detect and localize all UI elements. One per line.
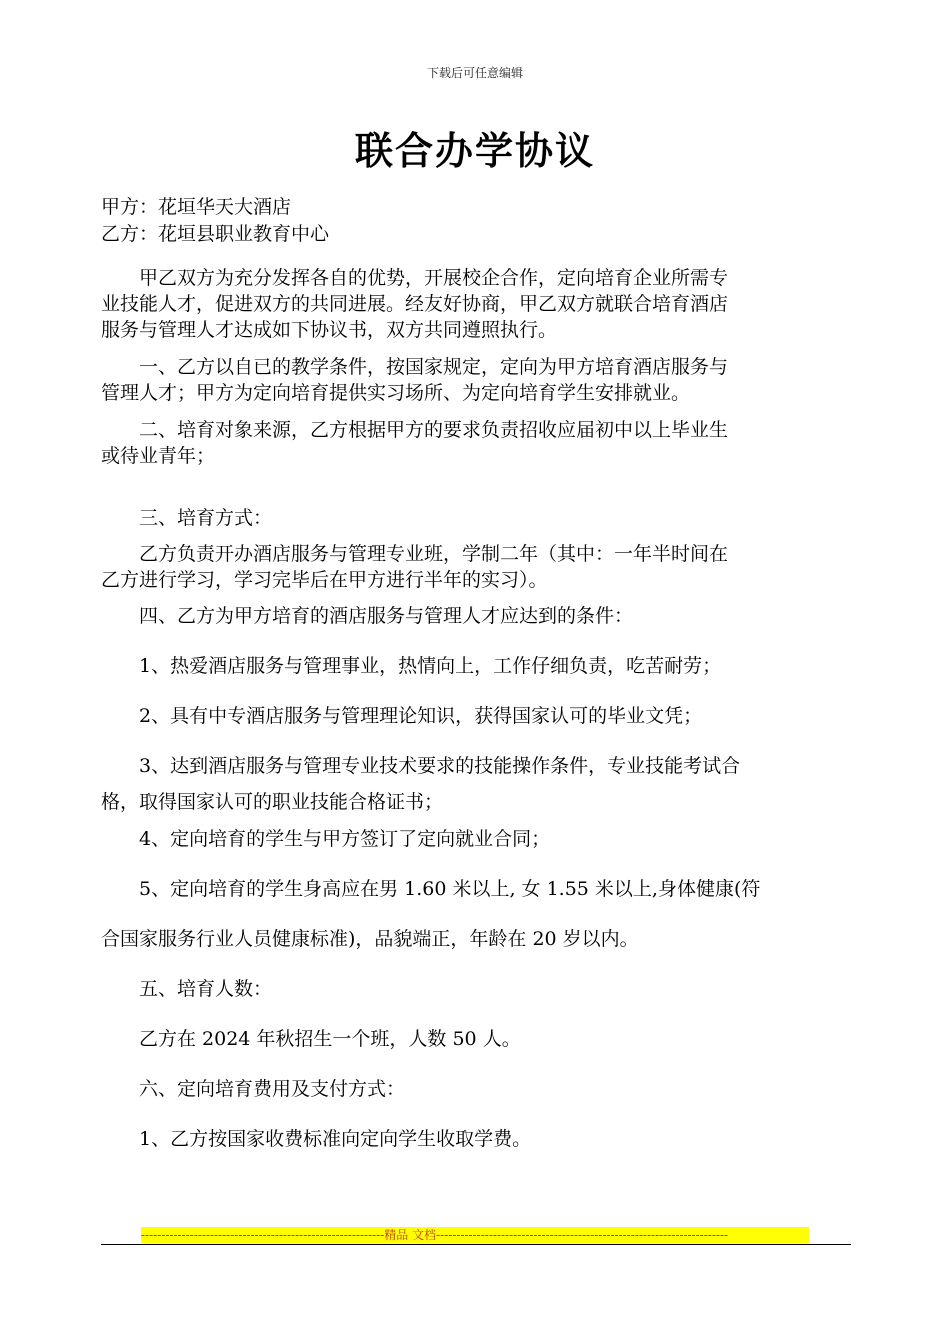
- list-item: 5、定向培育的学生身高应在男 1.60 米以上, 女 1.55 米以上,身体健康(符: [101, 878, 761, 900]
- section-heading: 三、培育方式：: [101, 507, 273, 529]
- section-heading: 四、乙方为甲方培育的酒店服务与管理人才应达到的条件：: [101, 605, 634, 627]
- footer-divider: [101, 1244, 851, 1245]
- paragraph-line: 乙方在 2024 年秋招生一个班，人数 50 人。: [101, 1028, 521, 1050]
- party-a-line: 甲方：花垣华天大酒店: [101, 196, 292, 218]
- list-item: 合国家服务行业人员健康标准)，品貌端正，年龄在 20 岁以内。: [101, 928, 639, 950]
- paragraph-line: 乙方进行学习，学习完毕后在甲方进行半年的实习）。: [101, 569, 548, 591]
- page-title: 联合办学协议: [354, 129, 595, 173]
- footer-dashes-left: ------------------------------------------------------------: [141, 1228, 385, 1242]
- paragraph-line: 服务与管理人才达成如下协议书，双方共同遵照执行。: [101, 319, 558, 341]
- party-b-line: 乙方：花垣县职业教育中心: [101, 223, 330, 245]
- footer-dashes-right: ------------------------------------------------------------------------: [436, 1228, 729, 1242]
- list-item: 1、乙方按国家收费标准向定向学生收取学费。: [101, 1128, 532, 1150]
- paragraph-line: 二、培育对象来源，乙方根据甲方的要求负责招收应届初中以上毕业生: [101, 419, 729, 441]
- footer-label: 精品 文档: [384, 1228, 437, 1242]
- list-item: 2、具有中专酒店服务与管理理论知识，获得国家认可的毕业文凭；: [101, 705, 703, 727]
- list-item: 4、定向培育的学生与甲方签订了定向就业合同；: [101, 828, 551, 850]
- paragraph-line: 或待业青年；: [101, 445, 216, 467]
- list-item: 1、热爱酒店服务与管理事业，热情向上，工作仔细负责，吃苦耐劳；: [101, 655, 722, 677]
- list-item: 3、达到酒店服务与管理专业技术要求的技能操作条件，专业技能考试合: [101, 755, 741, 777]
- paragraph-line: 管理人才；甲方为定向培育提供实习场所、为定向培育学生安排就业。: [101, 382, 691, 404]
- paragraph-line: 乙方负责开办酒店服务与管理专业班，学制二年（其中：一年半时间在: [101, 543, 729, 565]
- paragraph-line: 一、乙方以自已的教学条件，按国家规定，定向为甲方培育酒店服务与: [101, 356, 729, 378]
- section-heading: 五、培育人数：: [101, 978, 273, 1000]
- paragraph-line: 业技能人才，促进双方的共同进展。经友好协商，甲乙双方就联合培育酒店: [101, 293, 729, 315]
- header-note: 下载后可任意编辑: [426, 66, 523, 80]
- list-item: 格，取得国家认可的职业技能合格证书；: [101, 791, 444, 813]
- paragraph-line: 甲乙双方为充分发挥各自的优势，开展校企合作，定向培育企业所需专: [101, 267, 729, 289]
- section-heading: 六、定向培育费用及支付方式：: [101, 1078, 406, 1100]
- footer-banner: [141, 1227, 809, 1243]
